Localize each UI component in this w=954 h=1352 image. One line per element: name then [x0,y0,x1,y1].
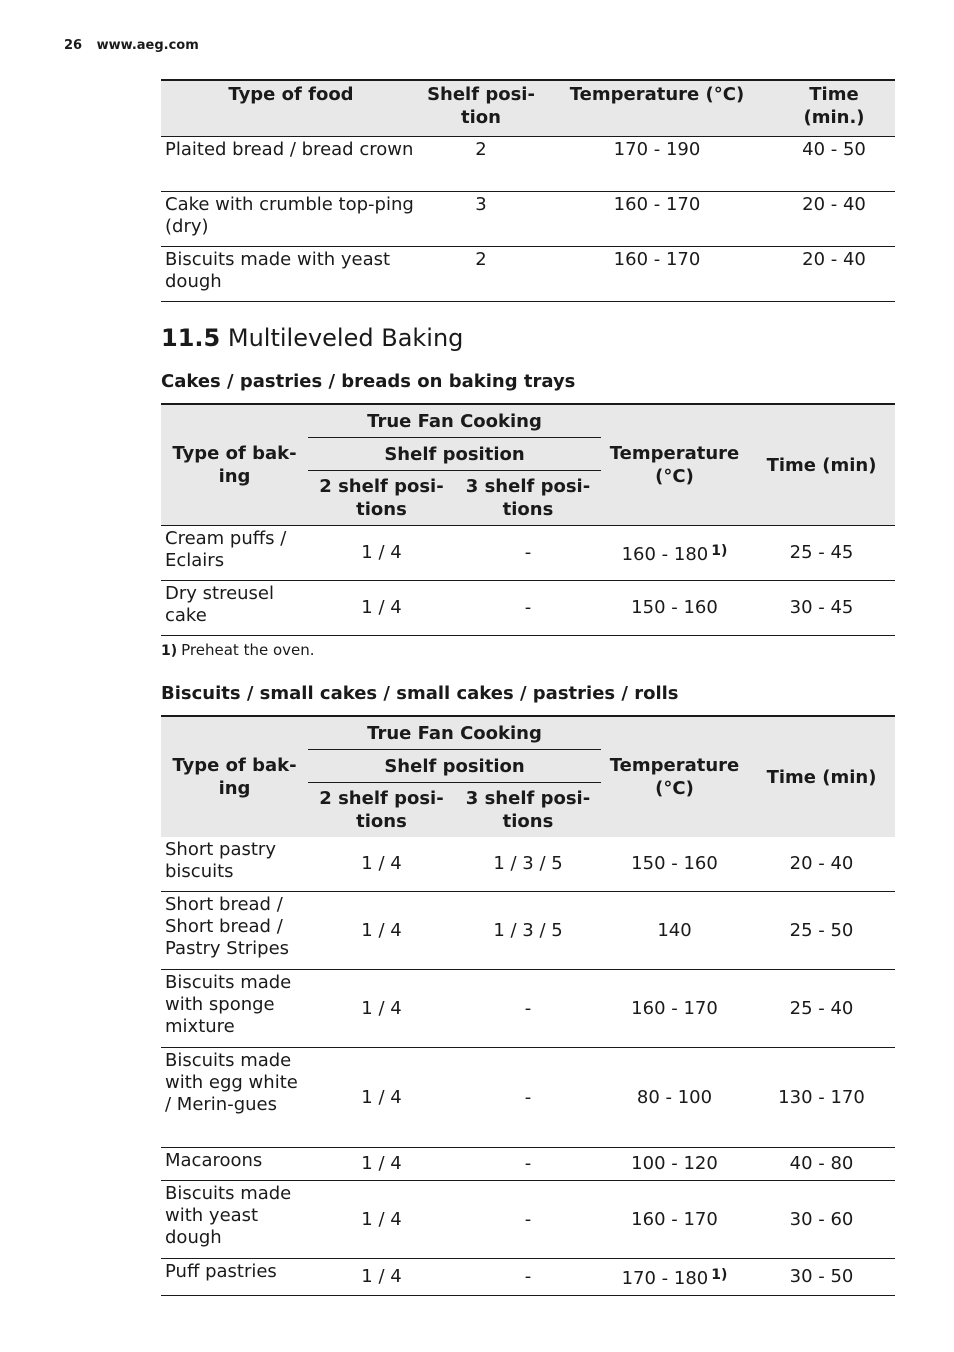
page-header [64,38,199,53]
cell-temp: 170 - 190 [541,137,773,192]
cell-temp: 150 - 160 [601,837,748,892]
cell-type: Cream puffs / Eclairs [161,526,308,581]
cell-temp [601,526,748,581]
cell-time: 25 - 45 [748,526,895,581]
footnote [161,641,315,659]
col-temperature: Temperature (°C) [601,404,748,526]
cell-time: 20 - 40 [773,192,895,247]
col-shelf-position: Shelf position [308,750,601,783]
table-row [161,837,895,892]
cell-shelf: 2 [421,247,541,302]
table-header-row [161,80,895,137]
cell-time: 30 - 45 [748,581,895,636]
col-3-shelf: 3 shelf posi-tions [455,471,601,526]
col-2-shelf: 2 shelf posi-tions [308,783,455,838]
cell-type: Biscuits made with yeast dough [161,1181,308,1259]
cell-3-shelf: - [455,1259,601,1296]
col-time: Time (min.) [773,80,895,137]
cell-temp [601,1259,748,1296]
footnote-mark: 1) [161,643,178,659]
table-row [161,1259,895,1296]
cell-time: 25 - 50 [748,892,895,970]
section-number: 11.5 [161,324,221,352]
col-temperature: Temperature (°C) [541,80,773,137]
cell-shelf: 2 [421,137,541,192]
cell-3-shelf: - [455,1048,601,1148]
cell-3-shelf: 1 / 3 / 5 [455,892,601,970]
table-row [161,137,895,192]
cell-type: Short pastry biscuits [161,837,308,892]
cell-temp: 160 - 170 [601,1181,748,1259]
cell-2-shelf: 1 / 4 [308,1048,455,1148]
table-row [161,526,895,581]
table-row [161,1148,895,1181]
table-biscuits [161,715,895,1296]
site-url: www.aeg.com [96,38,199,53]
col-type-of-baking: Type of bak-ing [161,404,308,526]
cell-2-shelf: 1 / 4 [308,526,455,581]
table-row [161,1048,895,1148]
cell-temp: 100 - 120 [601,1148,748,1181]
col-shelf-position: Shelf position [308,438,601,471]
cell-2-shelf: 1 / 4 [308,581,455,636]
cell-3-shelf: - [455,970,601,1048]
cell-time: 40 - 80 [748,1148,895,1181]
cell-2-shelf: 1 / 4 [308,1181,455,1259]
col-type-of-baking: Type of bak-ing [161,716,308,837]
footnote-ref: 1) [711,543,728,559]
col-3-shelf: 3 shelf posi-tions [455,783,601,838]
cell-time: 20 - 40 [748,837,895,892]
table-caption-trays: Cakes / pastries / breads on baking trays [161,371,576,392]
col-temperature: Temperature (°C) [601,716,748,837]
cell-2-shelf: 1 / 4 [308,1148,455,1181]
cell-food: Biscuits made with yeast dough [161,247,421,302]
section-name: Multileveled Baking [227,324,464,352]
cell-type: Biscuits made with egg white / Merin-gues [161,1048,308,1148]
cell-time: 20 - 40 [773,247,895,302]
col-2-shelf: 2 shelf posi-tions [308,471,455,526]
cell-2-shelf: 1 / 4 [308,1259,455,1296]
cell-3-shelf: 1 / 3 / 5 [455,837,601,892]
cell-temp: 80 - 100 [601,1048,748,1148]
table-row [161,892,895,970]
cell-type: Macaroons [161,1148,308,1181]
table-row [161,970,895,1048]
cell-temp: 140 [601,892,748,970]
col-time: Time (min) [748,716,895,837]
col-true-fan-cooking: True Fan Cooking [308,716,601,750]
temp-value: 170 - 180 [621,1268,709,1289]
table-row [161,581,895,636]
col-shelf-position: Shelf posi- tion [421,80,541,137]
col-time: Time (min) [748,404,895,526]
cell-time: 130 - 170 [748,1048,895,1148]
cell-2-shelf: 1 / 4 [308,892,455,970]
footnote-ref: 1) [711,1267,728,1283]
table-baking-trays [161,403,895,636]
cell-food: Plaited bread / bread crown [161,137,421,192]
cell-2-shelf: 1 / 4 [308,837,455,892]
cell-type: Dry streusel cake [161,581,308,636]
cell-3-shelf: - [455,526,601,581]
section-title [161,324,463,352]
cell-3-shelf: - [455,1181,601,1259]
cell-2-shelf: 1 / 4 [308,970,455,1048]
temp-value: 160 - 180 [621,544,709,565]
cell-temp: 160 - 170 [541,192,773,247]
table-row [161,192,895,247]
cell-food: Cake with crumble top-ping (dry) [161,192,421,247]
footnote-text: Preheat the oven. [181,641,315,659]
cell-temp: 150 - 160 [601,581,748,636]
col-type-of-food: Type of food [161,80,421,137]
cell-time: 40 - 50 [773,137,895,192]
cell-temp: 160 - 170 [601,970,748,1048]
cell-time: 25 - 40 [748,970,895,1048]
cell-temp: 160 - 170 [541,247,773,302]
cell-type: Biscuits made with sponge mixture [161,970,308,1048]
cell-3-shelf: - [455,581,601,636]
page-number: 26 [64,38,83,53]
table-caption-biscuits: Biscuits / small cakes / small cakes / pastries / rolls [161,683,679,704]
col-true-fan-cooking: True Fan Cooking [308,404,601,438]
cell-time: 30 - 50 [748,1259,895,1296]
cell-type: Puff pastries [161,1259,308,1296]
table-row [161,1181,895,1259]
cell-3-shelf: - [455,1148,601,1181]
cell-time: 30 - 60 [748,1181,895,1259]
table-bread [161,79,895,302]
table-row [161,247,895,302]
cell-type: Short bread / Short bread / Pastry Stripes [161,892,308,970]
cell-shelf: 3 [421,192,541,247]
